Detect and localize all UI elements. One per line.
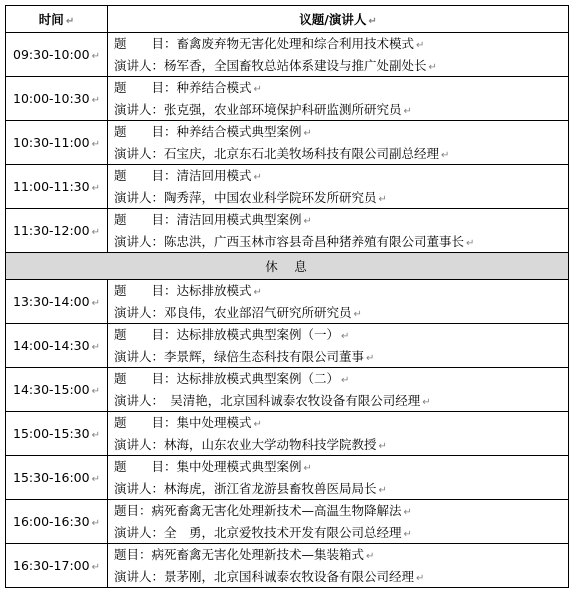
paragraph-mark: ↵	[378, 440, 387, 452]
session-row	[6, 324, 569, 368]
session-speaker-text: 演讲人：林海虎，浙江省龙游县畜牧兽医局局长	[114, 480, 377, 496]
session-time	[6, 165, 108, 209]
paragraph-mark: ↵	[368, 16, 377, 27]
paragraph-mark: ↵	[378, 484, 387, 496]
session-time-label: 11:00-11:30	[13, 179, 90, 194]
paragraph-mark: ↵	[65, 16, 75, 27]
session-topic-text: 题 目：清洁回用模式典型案例	[114, 212, 302, 227]
session-details	[108, 280, 569, 324]
paragraph-mark: ↵	[91, 183, 100, 194]
session-speaker-text: 演讲人：林海，山东农业大学动物科技学院教授	[114, 436, 377, 452]
session-topic	[108, 544, 568, 566]
paragraph-mark: ↵	[353, 308, 362, 320]
session-topic	[108, 77, 568, 99]
session-row	[6, 280, 569, 324]
session-details	[108, 324, 569, 368]
session-time-label: 15:00-15:30	[13, 426, 90, 441]
session-details	[108, 209, 569, 253]
paragraph-mark: ↵	[403, 105, 412, 117]
session-time	[6, 412, 108, 456]
session-topic	[108, 280, 568, 302]
session-topic	[108, 368, 568, 390]
paragraph-mark: ↵	[91, 342, 100, 353]
session-row	[6, 77, 569, 121]
sessions-afternoon	[6, 280, 569, 588]
session-details	[108, 77, 569, 121]
paragraph-mark: ↵	[466, 237, 475, 249]
session-time-label: 13:30-14:00	[13, 294, 90, 309]
session-row	[6, 456, 569, 500]
session-speaker-text: 演讲人：杨军香，全国畜牧总站体系建设与推广处副处长	[114, 57, 427, 73]
paragraph-mark: ↵	[303, 128, 312, 139]
session-time	[6, 280, 108, 324]
sessions-morning	[6, 33, 569, 253]
break-section	[6, 253, 569, 280]
session-time	[6, 209, 108, 253]
header-time-label: 时间	[38, 12, 64, 27]
header-topic-label: 议题/演讲人	[299, 12, 367, 27]
session-time-label: 14:00-14:30	[13, 338, 90, 353]
session-row	[6, 209, 569, 253]
schedule-table	[5, 5, 569, 588]
session-time-label: 16:00-16:30	[13, 514, 90, 529]
session-row	[6, 165, 569, 209]
session-speaker	[108, 390, 568, 412]
paragraph-mark: ↵	[428, 61, 437, 73]
session-topic-text: 题 目：种养结合模式典型案例	[114, 124, 302, 139]
session-details	[108, 500, 569, 544]
header-time	[6, 6, 108, 33]
session-details	[108, 121, 569, 165]
header-topic	[108, 6, 569, 33]
session-topic	[108, 456, 568, 478]
paragraph-mark: ↵	[253, 172, 262, 183]
session-time	[6, 121, 108, 165]
session-time	[6, 324, 108, 368]
session-topic	[108, 121, 568, 143]
session-topic-text: 题目：病死畜禽无害化处理新技术—高温生物降解法	[114, 503, 402, 518]
session-time	[6, 500, 108, 544]
session-topic-text: 题 目：畜禽废弃物无害化处理和综合利用技术模式	[114, 36, 415, 51]
session-row	[6, 33, 569, 77]
session-speaker	[108, 346, 568, 368]
session-details	[108, 412, 569, 456]
session-time	[6, 33, 108, 77]
session-topic-text: 题 目：种养结合模式	[114, 80, 252, 95]
session-speaker	[108, 99, 568, 121]
paragraph-mark: ↵	[366, 551, 375, 562]
session-topic	[108, 165, 568, 187]
session-speaker-text: 演讲人：景茅刚，北京国科诚泰农牧设备有限公司经理	[114, 568, 415, 584]
session-speaker	[108, 231, 568, 253]
session-time-label: 10:30-11:00	[13, 135, 90, 150]
session-row	[6, 412, 569, 456]
session-row	[6, 500, 569, 544]
session-details	[108, 368, 569, 412]
session-topic	[108, 324, 568, 346]
session-topic	[108, 33, 568, 55]
paragraph-mark: ↵	[91, 562, 100, 573]
session-row	[6, 121, 569, 165]
session-speaker	[108, 522, 568, 544]
session-topic-text: 题 目：达标排放模式	[114, 283, 252, 298]
paragraph-mark: ↵	[91, 474, 100, 485]
session-topic	[108, 412, 568, 434]
paragraph-mark: ↵	[422, 396, 431, 408]
session-topic-text: 题 目：达标排放模式典型案例（二）	[114, 371, 340, 386]
session-details	[108, 165, 569, 209]
session-speaker	[108, 143, 568, 165]
session-speaker-text: 演讲人：张克强，农业部环境保护科研监测所研究员	[114, 101, 402, 117]
paragraph-mark: ↵	[403, 528, 412, 540]
session-row	[6, 368, 569, 412]
session-speaker	[108, 55, 568, 77]
session-time	[6, 456, 108, 500]
paragraph-mark: ↵	[253, 84, 262, 95]
session-topic-text: 题 目：集中处理模式	[114, 415, 252, 430]
paragraph-mark: ↵	[91, 139, 100, 150]
paragraph-mark: ↵	[91, 386, 100, 397]
session-speaker-text: 演讲人：邓良伟，农业部沼气研究所研究员	[114, 304, 352, 320]
paragraph-mark: ↵	[341, 331, 350, 342]
session-time	[6, 368, 108, 412]
session-topic	[108, 209, 568, 231]
session-time-label: 15:30-16:00	[13, 470, 90, 485]
paragraph-mark: ↵	[91, 430, 100, 441]
break-cell	[6, 253, 569, 280]
session-time-label: 14:30-15:00	[13, 382, 90, 397]
session-time-label: 16:30-17:00	[13, 558, 90, 573]
session-time	[6, 544, 108, 588]
session-speaker	[108, 302, 568, 324]
break-row	[6, 253, 569, 280]
session-speaker-text: 演讲人：全 勇，北京爱牧技术开发有限公司总经理	[114, 524, 402, 540]
paragraph-mark: ↵	[341, 375, 350, 386]
break-label: 休 息	[265, 259, 309, 274]
session-speaker	[108, 187, 568, 209]
paragraph-mark: ↵	[378, 193, 387, 205]
session-speaker-text: 演讲人： 吴清艳，北京国科诚泰农牧设备有限公司经理	[114, 392, 421, 408]
session-details	[108, 456, 569, 500]
paragraph-mark: ↵	[91, 51, 100, 62]
paragraph-mark: ↵	[253, 419, 262, 430]
session-time-label: 10:00-10:30	[13, 91, 90, 106]
session-time	[6, 77, 108, 121]
paragraph-mark: ↵	[303, 463, 312, 474]
session-details	[108, 33, 569, 77]
session-topic-text: 题 目：集中处理模式典型案例	[114, 459, 302, 474]
paragraph-mark: ↵	[91, 227, 100, 238]
session-details	[108, 544, 569, 588]
session-topic-text: 题 目：达标排放模式典型案例（一）	[114, 327, 340, 342]
session-time-label: 09:30-10:00	[13, 47, 90, 62]
session-topic-text: 题 目：清洁回用模式	[114, 168, 252, 183]
paragraph-mark: ↵	[91, 298, 100, 309]
session-time-label: 11:30-12:00	[13, 223, 90, 238]
paragraph-mark: ↵	[91, 518, 100, 529]
session-speaker-text: 演讲人：李景辉，绿倍生态科技有限公司董事	[114, 348, 365, 364]
header-row	[6, 6, 569, 33]
paragraph-mark: ↵	[253, 287, 262, 298]
session-speaker-text: 演讲人：陶秀萍，中国农业科学院环发所研究员	[114, 189, 377, 205]
paragraph-mark: ↵	[91, 95, 100, 106]
paragraph-mark: ↵	[303, 216, 312, 227]
paragraph-mark: ↵	[403, 507, 412, 518]
paragraph-mark: ↵	[416, 40, 425, 51]
session-speaker	[108, 566, 568, 588]
paragraph-mark: ↵	[416, 572, 425, 584]
paragraph-mark: ↵	[441, 149, 450, 161]
paragraph-mark: ↵	[366, 352, 375, 364]
session-topic-text: 题目：病死畜禽无害化处理新技术—集装箱式	[114, 547, 365, 562]
session-row	[6, 544, 569, 588]
session-speaker-text: 演讲人：石宝庆，北京东石北美牧场科技有限公司副总经理	[114, 145, 440, 161]
session-topic	[108, 500, 568, 522]
session-speaker	[108, 434, 568, 456]
session-speaker	[108, 478, 568, 500]
session-speaker-text: 演讲人：陈忠洪，广西玉林市容县奇昌种猪养殖有限公司董事长	[114, 233, 465, 249]
